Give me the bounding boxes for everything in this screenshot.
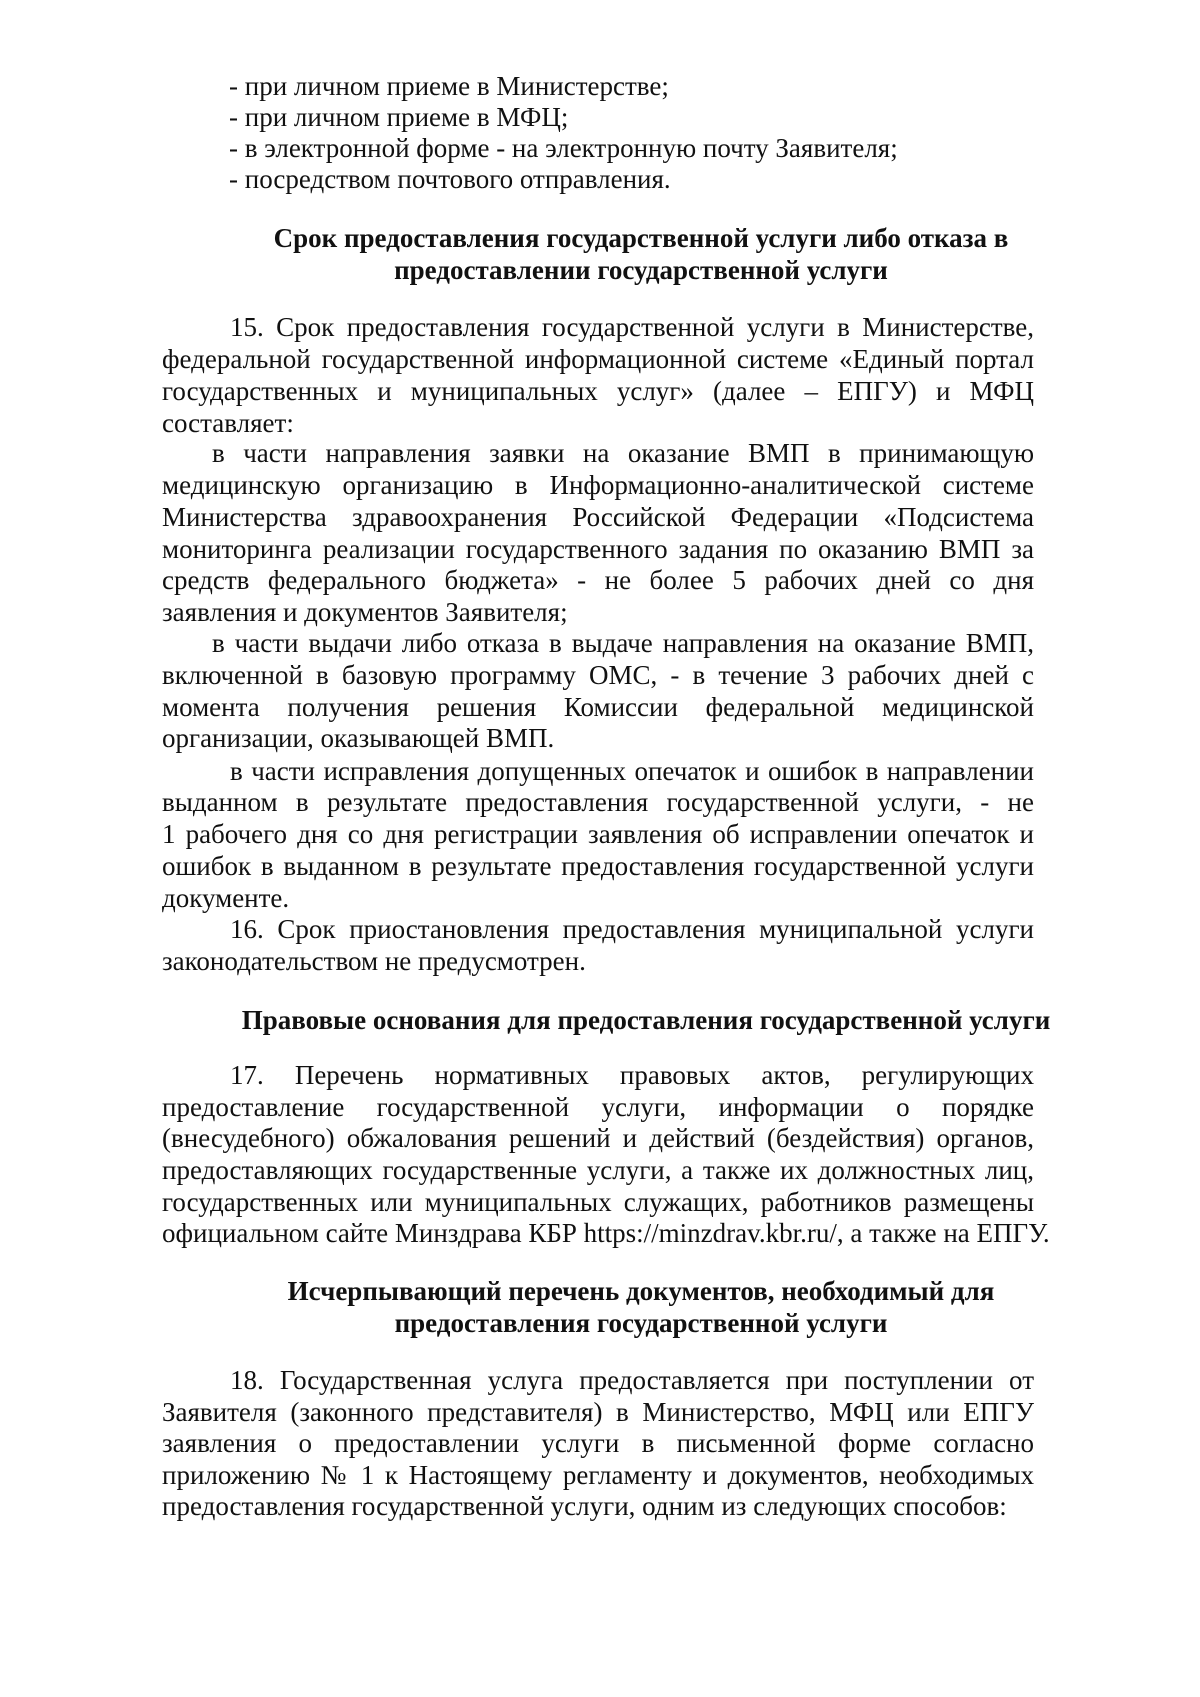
paragraph-line: в части выдачи либо отказа в выдаче направления на оказание ВМП, [212,628,1034,658]
paragraph-line: предоставление государственной услуги, информации о порядке [162,1092,1034,1122]
paragraph-line: 1 рабочего дня со дня регистрации заявления об исправлении опечаток и [162,819,1034,849]
paragraph-line: Заявителя (законного представителя) в Министерство, МФЦ или ЕПГУ [162,1397,1034,1427]
paragraph-line: предоставляющих государственные услуги, а также их должностных лиц, [162,1155,1034,1185]
paragraph-line: (внесудебного) обжалования решений и действий (бездействия) органов, [162,1123,1034,1153]
list-item: - в электронной форме - на электронную почту Заявителя; [229,133,898,163]
paragraph-line: 18. Государственная услуга предоставляется при поступлении от [230,1365,1034,1395]
paragraph-line: законодательством не предусмотрен. [162,946,586,976]
paragraph-line: предоставления государственной услуги, одним из следующих способов: [162,1491,1007,1521]
paragraph-line: в части направления заявки на оказание ВМП в принимающую [212,438,1034,468]
section-heading: предоставлении государственной услуги [394,255,888,285]
paragraph-line: выданном в результате предоставления государственной услуги, - не [162,787,1034,817]
paragraph-line: ошибок в выданном в результате предоставления государственной услуги [162,851,1034,881]
list-item: - посредством почтового отправления. [229,164,671,194]
list-item: - при личном приеме в МФЦ; [229,102,569,132]
paragraph-line: 15. Срок предоставления государственной услуги в Министерстве, [230,312,1034,342]
section-heading: Срок предоставления государственной услуги либо отказа в [273,223,1009,253]
paragraph-line: заявления и документов Заявителя; [162,597,568,627]
paragraph-line: 17. Перечень нормативных правовых актов, регулирующих [230,1060,1034,1090]
section-heading: предоставления государственной услуги [394,1308,888,1338]
paragraph-line: федеральной государственной информационной системе «Единый портал [162,344,1034,374]
paragraph-line: включенной в базовую программу ОМС, - в течение 3 рабочих дней с [162,660,1034,690]
paragraph-line: мониторинга реализации государственного задания по оказанию ВМП за [162,534,1034,564]
paragraph-line: Министерства здравоохранения Российской Федерации «Подсистема [162,502,1034,532]
paragraph-line: официальном сайте Минздрава КБР https://minzdrav.kbr.ru/, а также на ЕПГУ. [162,1218,1050,1248]
paragraph-line: организации, оказывающей ВМП. [162,723,555,753]
paragraph-line: медицинскую организацию в Информационно-аналитической системе [162,470,1034,500]
paragraph-line: государственных и муниципальных услуг» (далее – ЕПГУ) и МФЦ [162,376,1034,406]
paragraph-line: документе. [162,883,290,913]
paragraph-line: заявления о предоставлении услуги в письменной форме согласно [162,1428,1034,1458]
section-heading: Правовые основания для предоставления государственной услуги [241,1005,1051,1035]
paragraph-line: составляет: [162,408,294,438]
paragraph-line: в части исправления допущенных опечаток и ошибок в направлении [230,756,1034,786]
list-item: - при личном приеме в Министерстве; [229,71,669,101]
paragraph-line: государственных или муниципальных служащих, работников размещены [162,1187,1034,1217]
paragraph-line: момента получения решения Комиссии федеральной медицинской [162,692,1034,722]
paragraph-line: средств федерального бюджета» - не более 5 рабочих дней со дня [162,565,1034,595]
section-heading: Исчерпывающий перечень документов, необходимый для [287,1276,995,1306]
paragraph-line: 16. Срок приостановления предоставления муниципальной услуги [230,914,1034,944]
paragraph-line: приложению № 1 к Настоящему регламенту и документов, необходимых [162,1460,1034,1490]
